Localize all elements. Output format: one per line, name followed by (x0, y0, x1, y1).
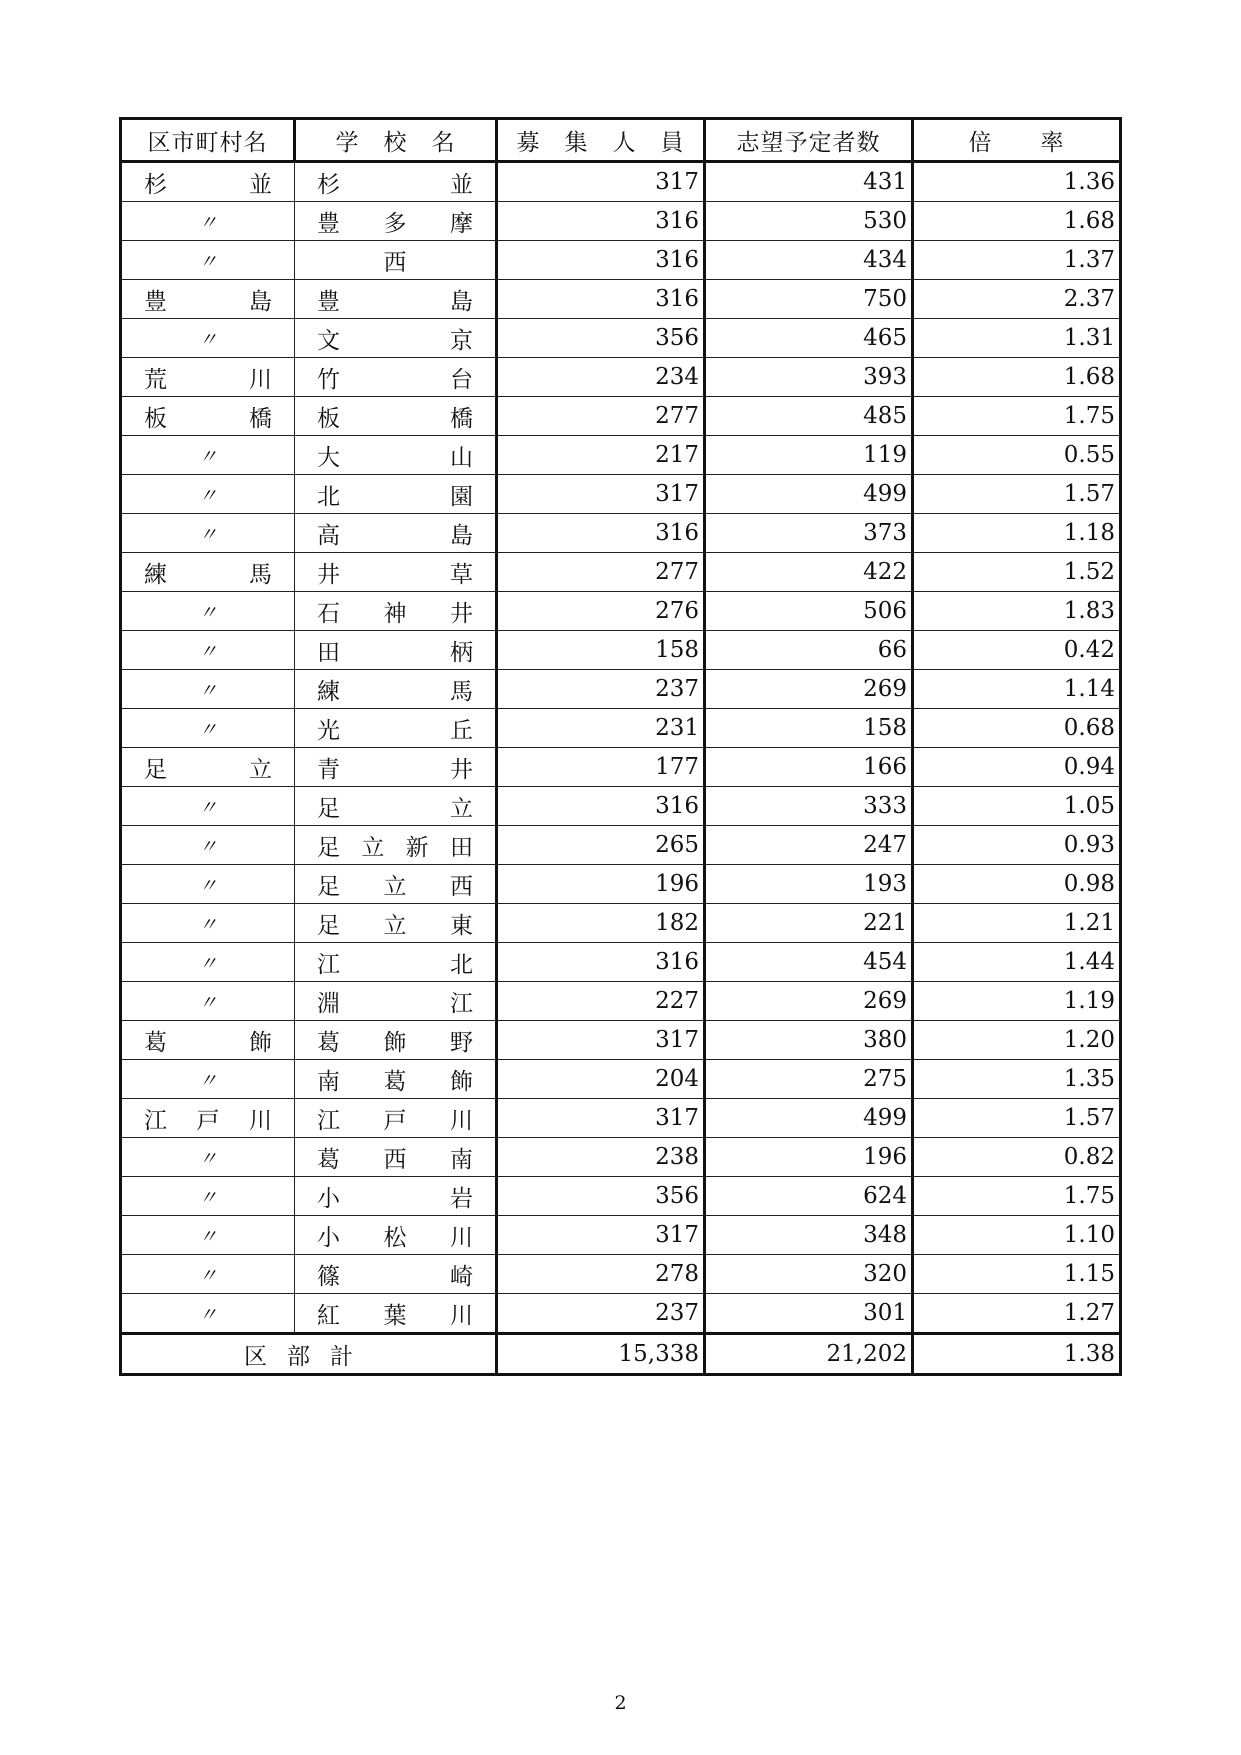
table-row (121, 1021, 1121, 1060)
school-cell: 西 (295, 241, 497, 280)
ward-cell: 豊島 (121, 280, 295, 319)
capacity-cell: 356 (497, 1177, 705, 1216)
capacity-cell: 231 (497, 709, 705, 748)
school-cell: 豊多摩 (295, 202, 497, 241)
ward-cell: 〃 (121, 436, 295, 475)
table-row (121, 280, 1121, 319)
ward-cell: 〃 (121, 631, 295, 670)
ward-cell: 〃 (121, 709, 295, 748)
applicants-cell: 431 (705, 162, 913, 202)
ratio-cell: 1.57 (913, 475, 1121, 514)
table-row (121, 514, 1121, 553)
ratio-cell: 1.52 (913, 553, 1121, 592)
capacity-cell: 316 (497, 280, 705, 319)
school-cell: 大山 (295, 436, 497, 475)
capacity-cell: 317 (497, 475, 705, 514)
capacity-cell: 317 (497, 1099, 705, 1138)
school-cell: 北園 (295, 475, 497, 514)
school-cell: 板橋 (295, 397, 497, 436)
ratio-cell: 1.05 (913, 787, 1121, 826)
school-cell: 足立新田 (295, 826, 497, 865)
total-ratio: 1.38 (913, 1334, 1121, 1375)
school-cell: 石神井 (295, 592, 497, 631)
page-number: 2 (614, 1692, 627, 1714)
school-cell: 葛西南 (295, 1138, 497, 1177)
total-row (121, 1334, 1121, 1375)
applicants-cell: 499 (705, 1099, 913, 1138)
applicants-cell: 275 (705, 1060, 913, 1099)
capacity-cell: 277 (497, 553, 705, 592)
ratio-cell: 0.82 (913, 1138, 1121, 1177)
school-cell: 光丘 (295, 709, 497, 748)
ratio-cell: 1.21 (913, 904, 1121, 943)
capacity-cell: 265 (497, 826, 705, 865)
ratio-cell: 0.68 (913, 709, 1121, 748)
school-cell: 竹台 (295, 358, 497, 397)
ward-cell: 江戸川 (121, 1099, 295, 1138)
table-row (121, 436, 1121, 475)
ward-cell: 〃 (121, 514, 295, 553)
capacity-cell: 317 (497, 1021, 705, 1060)
table-row (121, 553, 1121, 592)
ward-cell: 〃 (121, 319, 295, 358)
ward-cell: 練馬 (121, 553, 295, 592)
capacity-cell: 182 (497, 904, 705, 943)
table-row (121, 787, 1121, 826)
ratio-cell: 1.75 (913, 397, 1121, 436)
applicants-cell: 485 (705, 397, 913, 436)
capacity-cell: 278 (497, 1255, 705, 1294)
ward-cell: 〃 (121, 982, 295, 1021)
table-row (121, 904, 1121, 943)
ward-cell: 〃 (121, 475, 295, 514)
table-row (121, 241, 1121, 280)
school-cell: 足立東 (295, 904, 497, 943)
ratio-cell: 1.15 (913, 1255, 1121, 1294)
table-row (121, 865, 1121, 904)
capacity-cell: 177 (497, 748, 705, 787)
applicants-cell: 454 (705, 943, 913, 982)
ratio-cell: 1.75 (913, 1177, 1121, 1216)
table-row (121, 592, 1121, 631)
applicants-cell: 373 (705, 514, 913, 553)
table-row (121, 475, 1121, 514)
ward-cell: 〃 (121, 670, 295, 709)
capacity-cell: 217 (497, 436, 705, 475)
school-cell: 井草 (295, 553, 497, 592)
applicants-cell: 393 (705, 358, 913, 397)
table-row (121, 1255, 1121, 1294)
capacity-cell: 234 (497, 358, 705, 397)
capacity-cell: 277 (497, 397, 705, 436)
applicants-cell: 499 (705, 475, 913, 514)
school-cell: 南葛飾 (295, 1060, 497, 1099)
school-cell: 葛飾野 (295, 1021, 497, 1060)
school-cell: 紅葉川 (295, 1294, 497, 1334)
ratio-cell: 1.19 (913, 982, 1121, 1021)
ratio-cell: 1.37 (913, 241, 1121, 280)
ward-cell: 〃 (121, 241, 295, 280)
applicants-cell: 320 (705, 1255, 913, 1294)
applicants-cell: 66 (705, 631, 913, 670)
school-cell: 文京 (295, 319, 497, 358)
applicants-cell: 221 (705, 904, 913, 943)
enrollment-ratio-table (119, 117, 1122, 1376)
applicants-cell: 506 (705, 592, 913, 631)
capacity-cell: 316 (497, 787, 705, 826)
capacity-cell: 317 (497, 1216, 705, 1255)
ward-cell: 〃 (121, 1138, 295, 1177)
ward-cell: 〃 (121, 943, 295, 982)
ward-cell: 荒川 (121, 358, 295, 397)
header-ward: 区市町村名 (121, 119, 295, 162)
capacity-cell: 316 (497, 943, 705, 982)
table-row (121, 631, 1121, 670)
applicants-cell: 166 (705, 748, 913, 787)
header-row (121, 119, 1121, 162)
total-applicants: 21,202 (705, 1334, 913, 1375)
school-cell: 高島 (295, 514, 497, 553)
applicants-cell: 434 (705, 241, 913, 280)
ward-cell: 〃 (121, 1294, 295, 1334)
ratio-cell: 1.68 (913, 358, 1121, 397)
ratio-cell: 0.55 (913, 436, 1121, 475)
table-row (121, 1294, 1121, 1334)
school-cell: 豊島 (295, 280, 497, 319)
capacity-cell: 276 (497, 592, 705, 631)
school-cell: 足立 (295, 787, 497, 826)
ward-cell: 〃 (121, 826, 295, 865)
ward-cell: 〃 (121, 1177, 295, 1216)
table-row (121, 670, 1121, 709)
capacity-cell: 238 (497, 1138, 705, 1177)
table-row (121, 162, 1121, 202)
ratio-cell: 1.44 (913, 943, 1121, 982)
ward-cell: 〃 (121, 202, 295, 241)
table-row (121, 1099, 1121, 1138)
table-row (121, 1138, 1121, 1177)
table-row (121, 319, 1121, 358)
school-cell: 江戸川 (295, 1099, 497, 1138)
table-row (121, 202, 1121, 241)
table-row (121, 943, 1121, 982)
table-row (121, 982, 1121, 1021)
ratio-cell: 1.18 (913, 514, 1121, 553)
capacity-cell: 227 (497, 982, 705, 1021)
ward-cell: 〃 (121, 1216, 295, 1255)
applicants-cell: 750 (705, 280, 913, 319)
header-applicants: 志望予定者数 (705, 119, 913, 162)
school-cell: 篠崎 (295, 1255, 497, 1294)
applicants-cell: 301 (705, 1294, 913, 1334)
capacity-cell: 316 (497, 202, 705, 241)
ratio-cell: 1.35 (913, 1060, 1121, 1099)
school-cell: 青井 (295, 748, 497, 787)
total-label: 区部計 (121, 1334, 497, 1375)
school-cell: 足立西 (295, 865, 497, 904)
capacity-cell: 196 (497, 865, 705, 904)
applicants-cell: 158 (705, 709, 913, 748)
ward-cell: 〃 (121, 1255, 295, 1294)
ratio-cell: 2.37 (913, 280, 1121, 319)
ward-cell: 板橋 (121, 397, 295, 436)
ratio-cell: 1.68 (913, 202, 1121, 241)
total-capacity: 15,338 (497, 1334, 705, 1375)
header-capacity: 募 集 人 員 (497, 119, 705, 162)
ratio-cell: 0.94 (913, 748, 1121, 787)
applicants-cell: 530 (705, 202, 913, 241)
school-cell: 練馬 (295, 670, 497, 709)
capacity-cell: 237 (497, 1294, 705, 1334)
table-row (121, 1177, 1121, 1216)
applicants-cell: 269 (705, 982, 913, 1021)
applicants-cell: 119 (705, 436, 913, 475)
applicants-cell: 422 (705, 553, 913, 592)
capacity-cell: 317 (497, 162, 705, 202)
table-row (121, 1216, 1121, 1255)
capacity-cell: 356 (497, 319, 705, 358)
header-school: 学 校 名 (295, 119, 497, 162)
capacity-cell: 204 (497, 1060, 705, 1099)
ratio-cell: 0.98 (913, 865, 1121, 904)
ward-cell: 〃 (121, 904, 295, 943)
ratio-cell: 0.42 (913, 631, 1121, 670)
applicants-cell: 196 (705, 1138, 913, 1177)
capacity-cell: 158 (497, 631, 705, 670)
ward-cell: 葛飾 (121, 1021, 295, 1060)
applicants-cell: 624 (705, 1177, 913, 1216)
table-row (121, 709, 1121, 748)
capacity-cell: 316 (497, 514, 705, 553)
applicants-cell: 380 (705, 1021, 913, 1060)
ratio-cell: 1.36 (913, 162, 1121, 202)
table-row (121, 397, 1121, 436)
school-cell: 江北 (295, 943, 497, 982)
table-row (121, 1060, 1121, 1099)
school-cell: 杉並 (295, 162, 497, 202)
ward-cell: 〃 (121, 592, 295, 631)
applicants-cell: 348 (705, 1216, 913, 1255)
ratio-cell: 1.31 (913, 319, 1121, 358)
capacity-cell: 237 (497, 670, 705, 709)
table-body (121, 162, 1121, 1375)
applicants-cell: 193 (705, 865, 913, 904)
applicants-cell: 333 (705, 787, 913, 826)
applicants-cell: 247 (705, 826, 913, 865)
ratio-cell: 1.57 (913, 1099, 1121, 1138)
ward-cell: 〃 (121, 1060, 295, 1099)
ward-cell: 杉並 (121, 162, 295, 202)
header-ratio: 倍 率 (913, 119, 1121, 162)
ratio-cell: 0.93 (913, 826, 1121, 865)
table-row (121, 358, 1121, 397)
ward-cell: 〃 (121, 787, 295, 826)
ratio-cell: 1.27 (913, 1294, 1121, 1334)
ratio-cell: 1.20 (913, 1021, 1121, 1060)
school-cell: 淵江 (295, 982, 497, 1021)
applicants-cell: 465 (705, 319, 913, 358)
school-cell: 田柄 (295, 631, 497, 670)
table-row (121, 748, 1121, 787)
ratio-cell: 1.14 (913, 670, 1121, 709)
table-header (121, 119, 1121, 162)
ward-cell: 〃 (121, 865, 295, 904)
school-cell: 小松川 (295, 1216, 497, 1255)
table-row (121, 826, 1121, 865)
ward-cell: 足立 (121, 748, 295, 787)
capacity-cell: 316 (497, 241, 705, 280)
ratio-cell: 1.83 (913, 592, 1121, 631)
ratio-cell: 1.10 (913, 1216, 1121, 1255)
school-cell: 小岩 (295, 1177, 497, 1216)
applicants-cell: 269 (705, 670, 913, 709)
